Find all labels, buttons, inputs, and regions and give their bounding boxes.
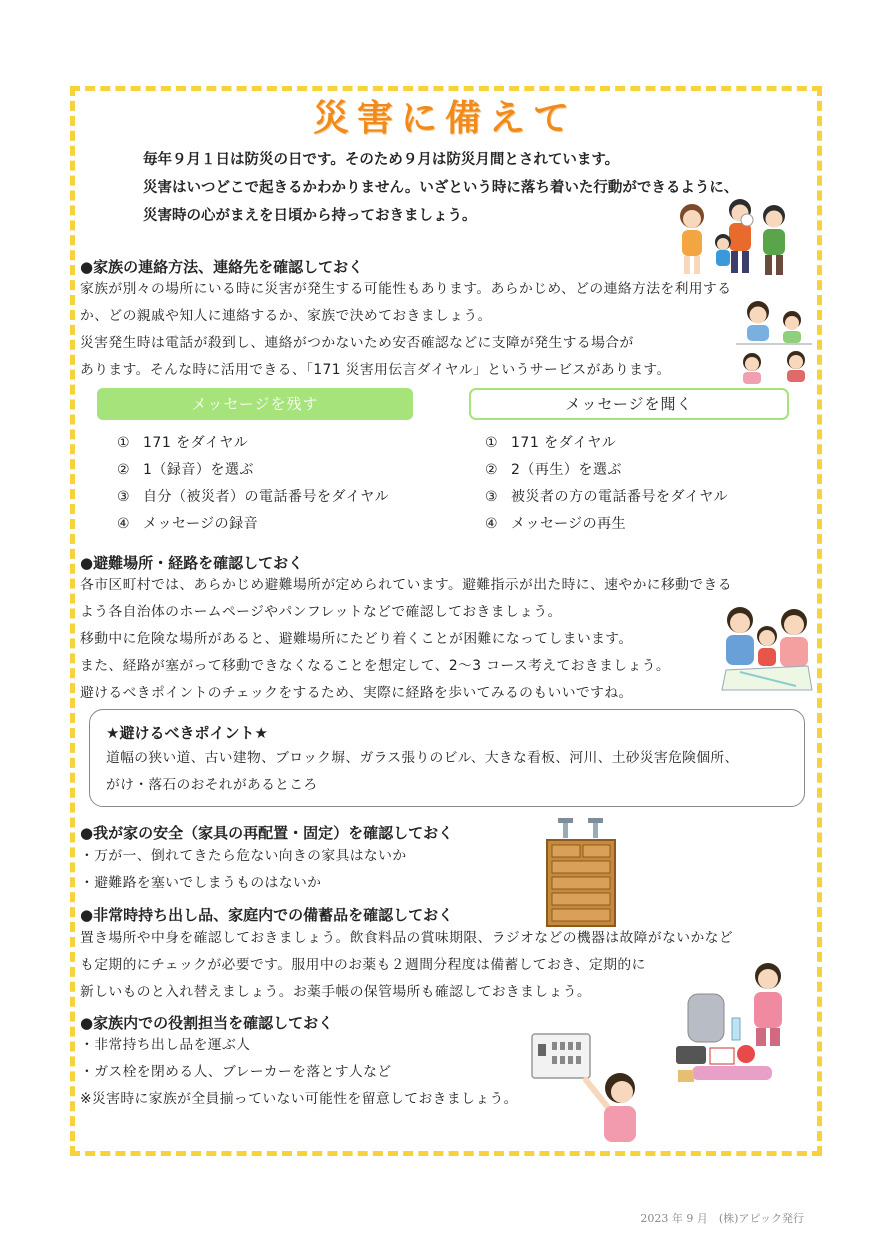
section-body-evacuation	[80, 572, 732, 707]
body-line: ・万が一、倒れてきたら危ない向きの家具はないか	[80, 848, 407, 864]
body-line: 家族が別々の場所にいる時に災害が発生する可能性もあります。あらかじめ、どの連絡方法を利用する	[80, 281, 732, 297]
body-line: ・避難路を塞いでしまうものはないか	[80, 875, 322, 891]
intro-line: 毎年９月１日は防災の日です。そのため９月は防災月間とされています。	[143, 152, 620, 168]
listen-steps-list	[485, 430, 728, 538]
section-heading-furniture: ●我が家の安全（家具の再配置・固定）を確認しておく	[80, 824, 454, 842]
body-line: また、経路が塞がって移動できなくなることを想定して、2～3 コース考えておきましょう。	[80, 658, 671, 674]
body-line: 移動中に危険な場所があると、避難場所にたどり着くことが困難になってしまいます。	[80, 631, 633, 647]
avoid-points-box	[89, 709, 805, 807]
step-text: 171 をダイヤル	[143, 435, 249, 451]
body-line: がけ・落石のおそれがあるところ	[106, 777, 318, 793]
body-line: あります。そんな時に活用できる、「171 災害用伝言ダイヤル」というサービスがあります。	[80, 362, 671, 378]
avoid-points-text	[106, 745, 788, 799]
list-item	[485, 511, 728, 538]
list-item	[485, 484, 728, 511]
list-item	[117, 430, 389, 457]
leave-steps-list	[117, 430, 389, 538]
leave-message-button: メッセージを残す	[97, 388, 413, 420]
section-heading-evacuation: ●避難場所・経路を確認しておく	[80, 554, 304, 572]
avoid-points-title: ★避けるべきポイント★	[106, 724, 268, 742]
family-map-illustration	[720, 600, 814, 692]
breaker-panel-illustration	[530, 1030, 642, 1144]
body-line: 新しいものと入れ替えましょう。お薬手帳の保管場所も確認しておきましょう。	[80, 984, 592, 1000]
step-number: ③	[117, 489, 131, 505]
section-body-supplies	[80, 925, 733, 1006]
footer-publisher: 2023 年 9 月 (株)アピック発行	[640, 1212, 804, 1225]
evacuating-family-illustration	[668, 196, 804, 278]
list-item	[117, 484, 389, 511]
list-item	[485, 457, 728, 484]
step-number: ①	[485, 435, 499, 451]
step-number: ③	[485, 489, 499, 505]
body-line: ・非常持ち出し品を運ぶ人	[80, 1037, 251, 1053]
step-text: 自分（被災者）の電話番号をダイヤル	[143, 489, 390, 505]
step-number: ④	[485, 516, 499, 532]
listen-message-button: メッセージを聞く	[469, 388, 789, 420]
fixed-dresser-illustration	[543, 818, 619, 928]
body-line: ・ガス栓を閉める人、ブレーカーを落とす人など	[80, 1064, 392, 1080]
step-text: 被災者の方の電話番号をダイヤル	[511, 489, 729, 505]
step-text: メッセージの録音	[143, 516, 259, 532]
intro-line: 災害はいつどこで起きるかわかりません。いざという時に落ち着いた行動ができるように、	[143, 180, 739, 196]
list-item	[485, 430, 728, 457]
step-number: ④	[117, 516, 131, 532]
body-line: 避けるべきポイントのチェックをするため、実際に経路を歩いてみるのもいいですね。	[80, 685, 633, 701]
page-title: 災害に備えて	[312, 98, 577, 139]
body-line: ※災害時に家族が全員揃っていない可能性を留意しておきましょう。	[80, 1091, 518, 1107]
family-phone-illustration	[734, 298, 814, 384]
list-item	[117, 457, 389, 484]
section-body-contact	[80, 276, 731, 384]
step-text: 171 をダイヤル	[511, 435, 617, 451]
step-text: 2（再生）を選ぶ	[511, 462, 622, 478]
step-text: 1（録音）を選ぶ	[143, 462, 254, 478]
intro-line: 災害時の心がまえを日頃から持っておきましょう。	[143, 208, 477, 224]
step-number: ①	[117, 435, 131, 451]
section-body-furniture	[80, 843, 407, 897]
list-item	[117, 511, 389, 538]
body-line: よう各自治体のホームページやパンフレットなどで確認しておきましょう。	[80, 604, 562, 620]
body-line: か、どの親戚や知人に連絡するか、家族で決めておきましょう。	[80, 308, 492, 324]
body-line: 各市区町村では、あらかじめ避難場所が定められています。避難指示が出た時に、速やかに移動できる	[80, 577, 732, 593]
section-body-roles	[80, 1032, 518, 1113]
body-line: 道幅の狭い道、古い建物、ブロック塀、ガラス張りのビル、大きな看板、河川、土砂災害危険個所、	[106, 750, 739, 766]
body-line: も定期的にチェックが必要です。服用中のお薬も２週間分程度は備蓄しておき、定期的に	[80, 957, 646, 973]
step-number: ②	[485, 462, 499, 478]
section-heading-contact: ●家族の連絡方法、連絡先を確認しておく	[80, 258, 364, 276]
body-line: 置き場所や中身を確認しておきましょう。飲食料品の賞味期限、ラジオなどの機器は故障がないかなど	[80, 930, 734, 946]
section-heading-roles: ●家族内での役割担当を確認しておく	[80, 1014, 334, 1032]
emergency-supplies-illustration	[672, 958, 796, 1088]
step-number: ②	[117, 462, 131, 478]
step-text: メッセージの再生	[511, 516, 627, 532]
section-heading-supplies: ●非常時持ち出し品、家庭内での備蓄品を確認しておく	[80, 906, 454, 924]
body-line: 災害発生時は電話が殺到し、連絡がつかないため安否確認などに支障が発生する場合が	[80, 335, 634, 351]
